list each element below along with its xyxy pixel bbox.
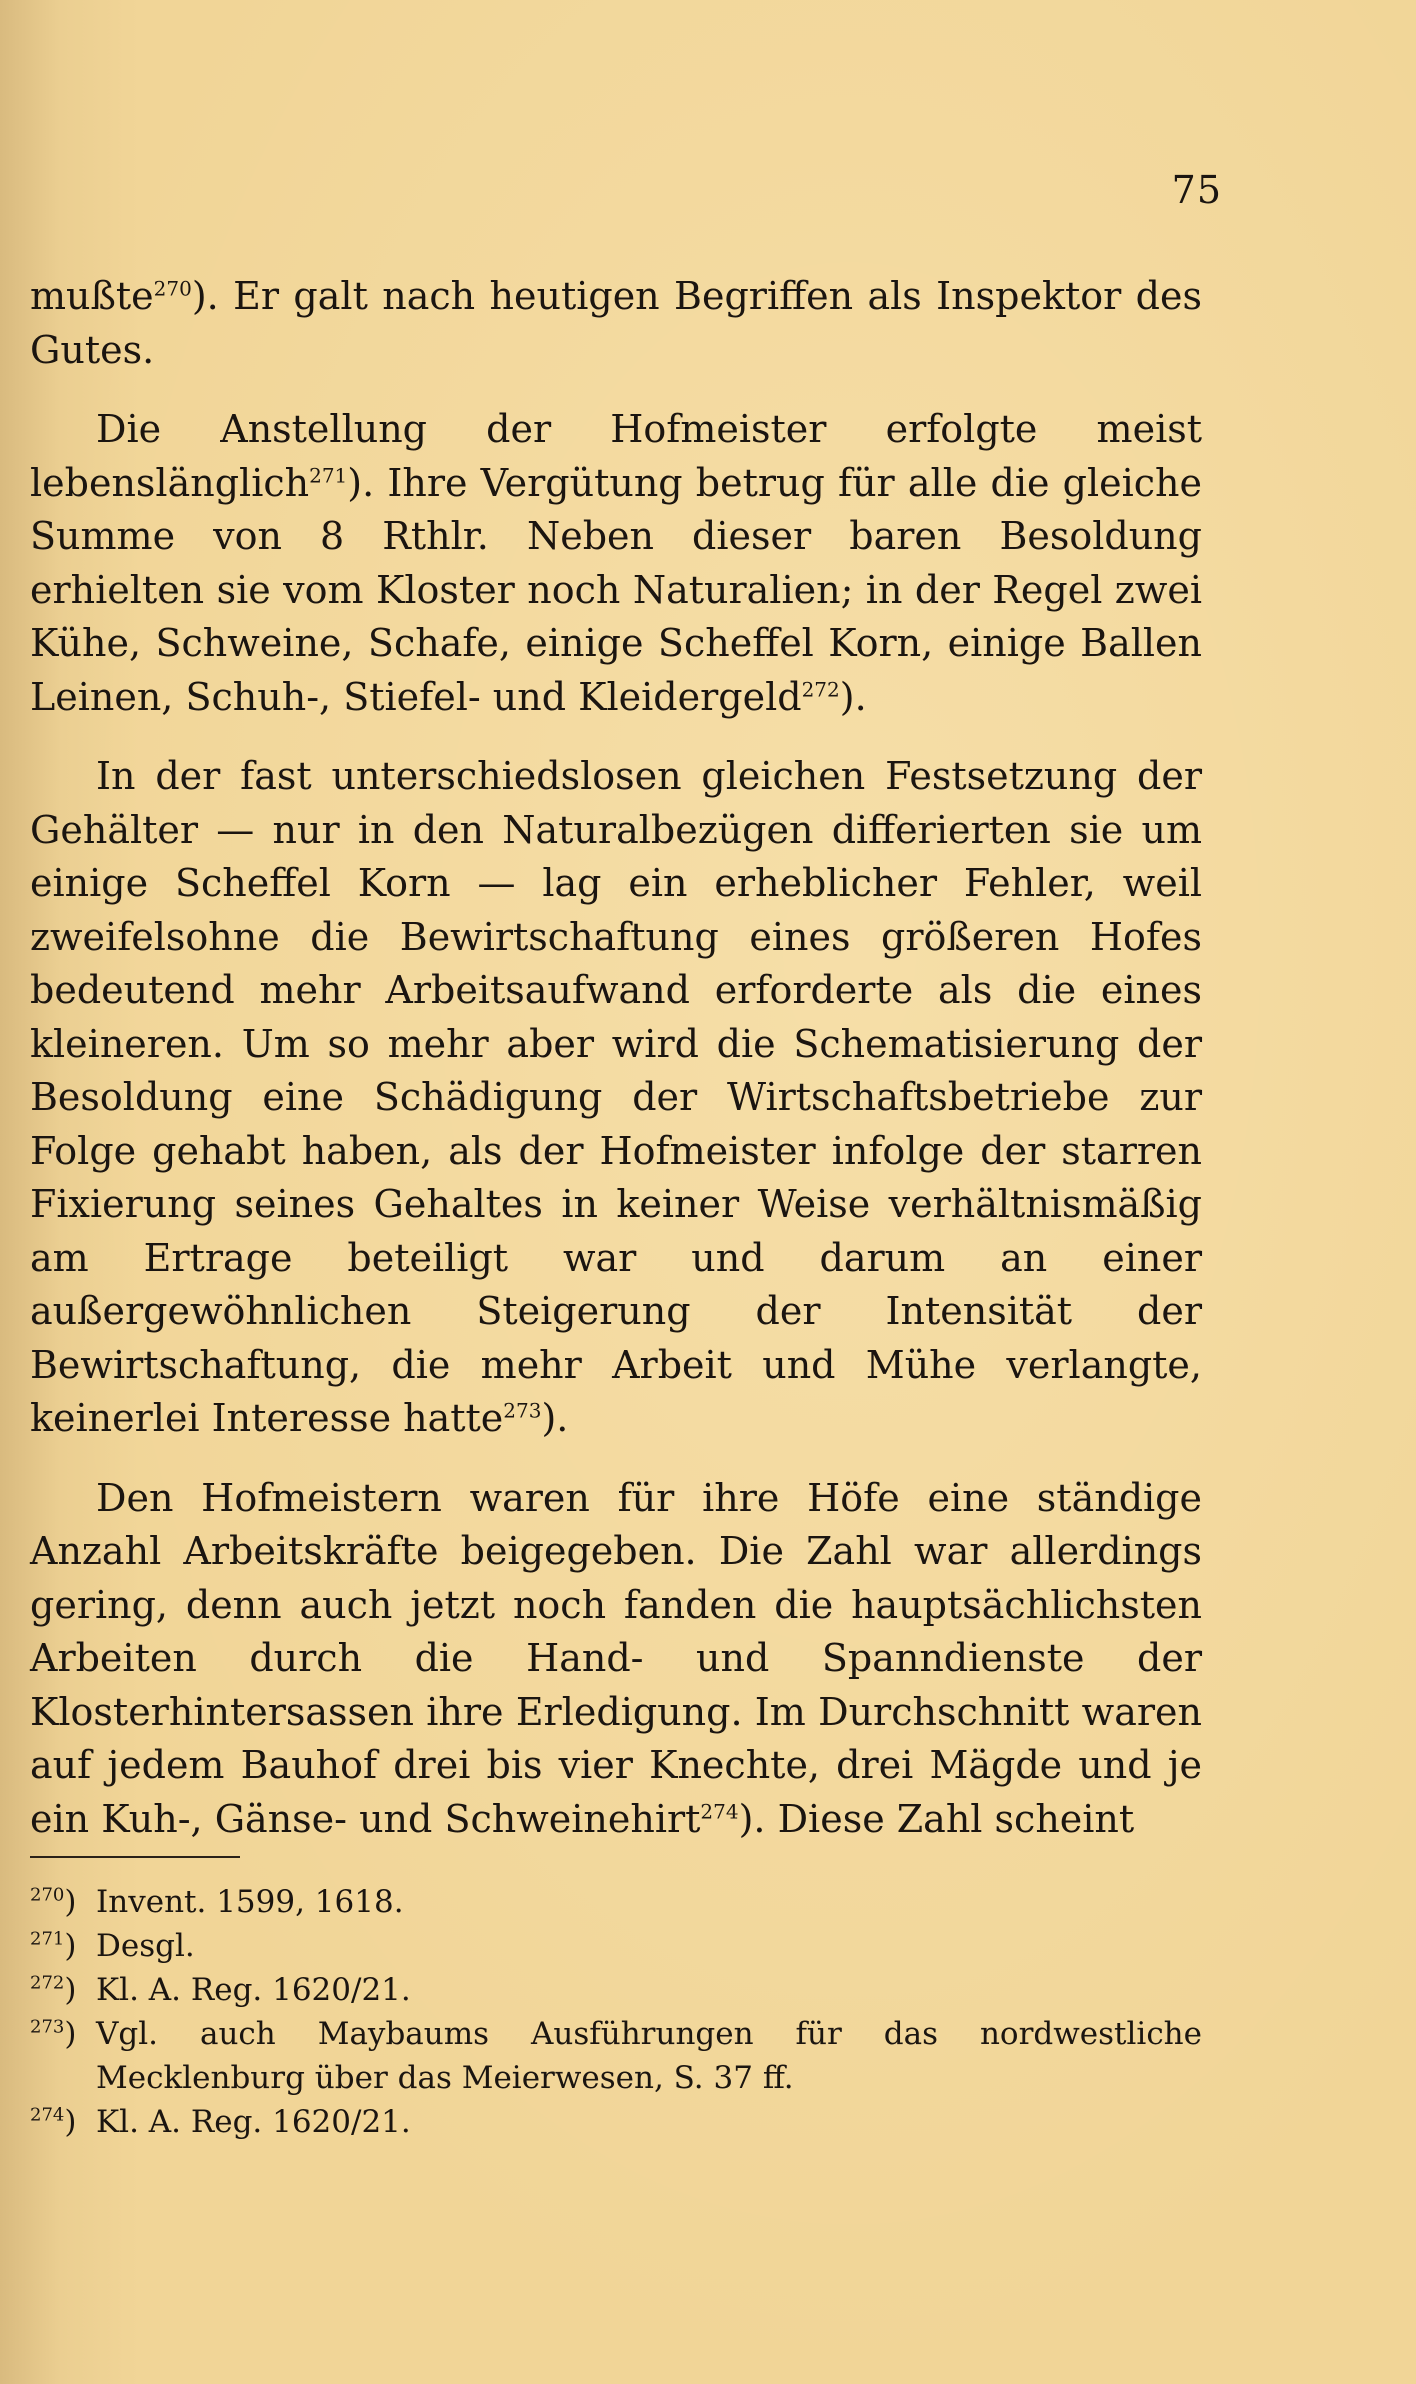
footnote-text: Desgl. [96, 1928, 195, 1964]
text-segment: ). [541, 1396, 569, 1440]
footnote [30, 1880, 1202, 1924]
footnote [30, 2012, 1202, 2100]
book-page [30, 0, 1222, 2384]
footnotes [30, 1880, 1202, 2144]
text-segment: ). Ihre Vergütung betrug für alle die gleiche Summe von 8 Rthlr. Neben dieser baren Besoldung erhielten sie vom Kloster noch Naturalien; in der Regel zwei Kühe, Schweine, Schafe, einige Scheffel Korn, einige Ballen Leinen, Schuh-, Stiefel- und Kleidergeld [30, 460, 1202, 719]
text-segment: ). Diese Zahl scheint [738, 1796, 1135, 1841]
footnote-reference: 274 [700, 1798, 739, 1823]
footnote-number: $^{271}$) [30, 1928, 77, 1964]
footnote-text: Kl. A. Reg. 1620/21. [96, 2104, 411, 2140]
main-text [30, 270, 1202, 1846]
footnote-reference: 271 [309, 462, 348, 487]
text-segment: ). Er galt nach heutigen Begriffen als Inspektor des Gutes. [30, 274, 1202, 372]
footnote [30, 1968, 1202, 2012]
text-segment: Die Anstellung der Hofmeister erfolgte meist lebenslänglich [30, 407, 1202, 505]
footnote [30, 2100, 1202, 2144]
paragraph [30, 750, 1202, 1446]
footnote-number: $^{273}$) [30, 2016, 77, 2052]
paragraph [30, 403, 1202, 724]
footnote-number: $^{272}$) [30, 1972, 77, 2008]
footnote-reference: 270 [153, 276, 192, 301]
text-segment: In der fast unterschiedslosen gleichen Festsetzung der Gehälter — nur in den Naturalbezügen differierten sie um einige Scheffel Korn — lag ein erheblicher Fehler, weil zweifelsohne die Bewirtschaftung eines größeren Hofes bedeutend mehr Arbeitsaufwand erforderte als die eines kleineren. Um so mehr aber wird die Schematisierung der Besoldung eine Schädigung der Wirtschaftsbetriebe zur Folge gehabt haben, als der Hofmeister infolge der starren Fixierung seines Gehaltes in keiner Weise verhältnismäßig am Ertrage beteiligt war und darum an einer außergewöhnlichen Steigerung der Intensität der Bewirtschaftung, die mehr Arbeit und Mühe verlangte, keinerlei Interesse hatte [30, 754, 1202, 1440]
footnote [30, 1924, 1202, 1968]
paragraph [30, 270, 1202, 377]
footnote-text: Vgl. auch Maybaums Ausführungen für das nordwestliche Mecklenburg über das Meierwesen, S. 37 ff. [96, 2016, 1202, 2096]
text-segment: Den Hofmeistern waren für ihre Höfe eine ständige Anzahl Arbeitskräfte beigegeben. Die Zahl war allerdings gering, denn auch jetzt noch fanden die hauptsächlichsten Arbeiten durch die Hand- und Spanndienste der Klosterhintersassen ihre Erledigung. Im Durchschnitt waren auf jedem Bauhof drei bis vier Knechte, drei Mägde und je ein Kuh-, Gänse- und Schweinehirt [30, 1475, 1202, 1841]
text-segment: ). [839, 674, 867, 719]
text-segment: mußte [30, 274, 154, 318]
footnote-number: $^{270}$) [30, 1884, 77, 1920]
footnote-text: Kl. A. Reg. 1620/21. [96, 1972, 411, 2008]
footnote-number: $^{274}$) [30, 2104, 77, 2140]
footnote-reference: 273 [503, 1398, 542, 1423]
footnote-divider [30, 1856, 240, 1858]
footnote-reference: 272 [801, 676, 840, 701]
page-number: 75 [1171, 168, 1222, 212]
footnote-text: Invent. 1599, 1618. [96, 1884, 404, 1920]
paragraph [30, 1472, 1202, 1847]
